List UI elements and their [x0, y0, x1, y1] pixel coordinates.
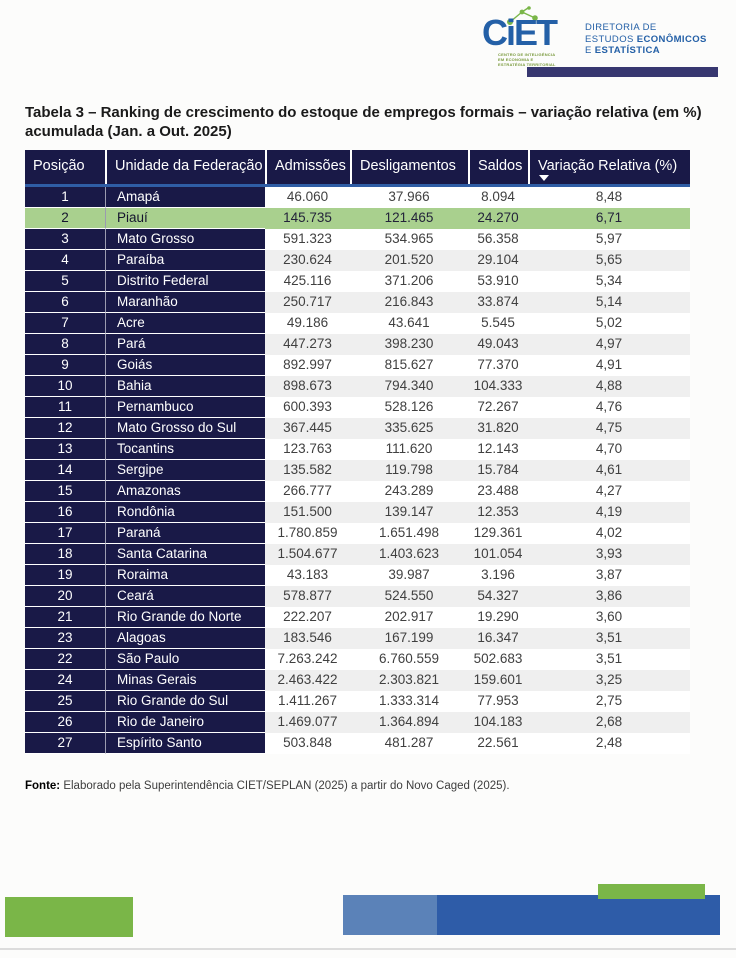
table-row	[25, 187, 690, 208]
cell-des: 1.403.623	[350, 544, 468, 565]
table-row	[25, 334, 690, 355]
cell-var: 4,02	[595, 525, 623, 540]
cell-sal: 56.358	[477, 231, 519, 246]
cell-uf: Mato Grosso do Sul	[105, 418, 265, 439]
cell-uf: Mato Grosso	[105, 229, 265, 250]
header-divider-bar	[527, 67, 718, 77]
column-header-variacao: Variação Relativa (%)	[528, 150, 690, 184]
table-row	[25, 691, 690, 712]
cell-var: 8,48	[595, 189, 623, 204]
cell-var: 4,76	[595, 399, 623, 414]
cell-uf: Alagoas	[105, 628, 265, 649]
source-label: Fonte:	[25, 780, 61, 792]
cell-des: 1.651.498	[378, 525, 440, 540]
table-body	[25, 187, 690, 754]
table-row	[25, 670, 690, 691]
table-header-row	[25, 150, 690, 184]
cell-var: 3,60	[595, 609, 623, 624]
cell-pos: 19	[25, 565, 105, 586]
cell-adm: 266.777	[283, 483, 332, 498]
cell-pos: 18	[25, 544, 105, 565]
cell-uf: Santa Catarina	[105, 544, 265, 565]
table-row	[25, 544, 690, 565]
cell-var: 5,02	[595, 315, 623, 330]
cell-pos: 17	[25, 523, 105, 544]
cell-uf: Rondônia	[105, 502, 265, 523]
cell-uf: Espírito Santo	[105, 733, 265, 754]
cell-uf: Rio Grande do Norte	[105, 607, 265, 628]
cell-var: 5,97	[595, 231, 623, 246]
table-row	[25, 523, 690, 544]
cell-adm: 425.116	[283, 273, 332, 288]
cell-var: 3,51	[528, 628, 690, 649]
cell-pos: 26	[25, 712, 105, 733]
cell-sal: 15.784	[468, 460, 528, 481]
cell-var: 6,71	[528, 208, 690, 229]
cell-des: 37.966	[388, 189, 430, 204]
cell-uf: Tocantins	[105, 439, 265, 460]
cell-des: 139.147	[350, 502, 468, 523]
source-text: Elaborado pela Superintendência CIET/SEPLAN (2025) a partir do Novo Caged (2025).	[60, 780, 510, 792]
table-row	[25, 712, 690, 733]
table-row	[25, 649, 690, 670]
cell-uf: Paraíba	[105, 250, 265, 271]
column-header-unidade: Unidade da Federação	[105, 150, 265, 184]
cell-uf: Amazonas	[105, 481, 265, 502]
cell-sal: 19.290	[477, 609, 519, 624]
sort-descending-icon	[539, 175, 549, 181]
cell-var: 5,34	[595, 273, 623, 288]
cell-pos: 22	[25, 649, 105, 670]
cell-sal: 12.143	[477, 441, 519, 456]
table-row	[25, 460, 690, 481]
table-row	[25, 250, 690, 271]
column-header-posicao: Posição	[33, 158, 85, 174]
cell-pos: 8	[25, 334, 105, 355]
ciet-logo	[458, 8, 588, 66]
table-row	[25, 418, 690, 439]
cell-adm: 43.183	[286, 567, 329, 582]
decor-light-blue-bar	[343, 895, 437, 935]
table-row	[25, 313, 690, 334]
cell-pos: 25	[25, 691, 105, 712]
cell-adm: 600.393	[283, 399, 332, 414]
cell-adm: 591.323	[283, 231, 332, 246]
cell-pos: 5	[25, 271, 105, 292]
cell-sal: 49.043	[468, 334, 528, 355]
decor-green-bar-right	[598, 884, 705, 899]
cell-var: 5,14	[528, 292, 690, 313]
cell-adm: 447.273	[265, 334, 350, 355]
cell-var: 4,91	[595, 357, 623, 372]
cell-uf: Pernambuco	[105, 397, 265, 418]
cell-pos: 2	[25, 208, 105, 229]
table-row	[25, 481, 690, 502]
cell-sal: 24.270	[468, 208, 528, 229]
cell-pos: 7	[25, 313, 105, 334]
cell-uf: Piauí	[105, 208, 265, 229]
cell-adm: 892.997	[283, 357, 332, 372]
table-row	[25, 565, 690, 586]
cell-var: 4,61	[528, 460, 690, 481]
cell-pos: 4	[25, 250, 105, 271]
table-title: Tabela 3 – Ranking de crescimento do estoque de empregos formais – variação relativa (em %) acumulada (Jan. a Out. 2025)	[25, 104, 702, 140]
cell-des: 6.760.559	[378, 651, 440, 666]
cell-des: 202.917	[384, 609, 434, 624]
cell-sal: 159.601	[468, 670, 528, 691]
cell-sal: 101.054	[468, 544, 528, 565]
source-note	[25, 780, 705, 792]
cell-uf: Roraima	[105, 565, 265, 586]
cell-var: 3,87	[595, 567, 623, 582]
table-row	[25, 376, 690, 397]
cell-uf: Rio de Janeiro	[105, 712, 265, 733]
cell-des: 481.287	[384, 735, 434, 750]
cell-sal: 23.488	[477, 483, 519, 498]
cell-uf: Distrito Federal	[105, 271, 265, 292]
cell-pos: 27	[25, 733, 105, 754]
logo-wordmark: CiET	[482, 12, 557, 53]
cell-sal: 53.910	[477, 273, 519, 288]
cell-adm: 183.546	[265, 628, 350, 649]
cell-des: 815.627	[384, 357, 434, 372]
cell-adm: 135.582	[265, 460, 350, 481]
cell-adm: 49.186	[286, 315, 329, 330]
cell-sal: 502.683	[473, 651, 523, 666]
cell-sal: 77.370	[477, 357, 519, 372]
cell-pos: 11	[25, 397, 105, 418]
cell-adm: 230.624	[265, 250, 350, 271]
cell-pos: 12	[25, 418, 105, 439]
cell-pos: 3	[25, 229, 105, 250]
cell-adm: 1.469.077	[265, 712, 350, 733]
cell-adm: 145.735	[265, 208, 350, 229]
cell-adm: 46.060	[286, 189, 329, 204]
header-underline	[25, 184, 690, 187]
cell-adm: 1.504.677	[265, 544, 350, 565]
cell-adm: 1.411.267	[277, 693, 338, 708]
cell-des: 121.465	[350, 208, 468, 229]
cell-uf: Ceará	[105, 586, 265, 607]
cell-adm: 503.848	[283, 735, 332, 750]
cell-pos: 14	[25, 460, 105, 481]
cell-sal: 16.347	[468, 628, 528, 649]
cell-sal: 8.094	[481, 189, 515, 204]
cell-var: 4,27	[595, 483, 623, 498]
cell-des: 398.230	[350, 334, 468, 355]
cell-des: 528.126	[384, 399, 434, 414]
cell-sal: 72.267	[477, 399, 519, 414]
cell-var: 4,19	[528, 502, 690, 523]
cell-des: 167.199	[350, 628, 468, 649]
cell-pos: 6	[25, 292, 105, 313]
cell-pos: 1	[25, 187, 105, 208]
column-header-saldos: Saldos	[468, 150, 528, 184]
cell-des: 216.843	[350, 292, 468, 313]
cell-pos: 13	[25, 439, 105, 460]
table-row	[25, 397, 690, 418]
cell-pos: 16	[25, 502, 105, 523]
table-row	[25, 586, 690, 607]
cell-des: 43.641	[388, 315, 430, 330]
cell-var: 3,25	[528, 670, 690, 691]
cell-des: 1.364.894	[350, 712, 468, 733]
column-header-desligamentos: Desligamentos	[350, 150, 468, 184]
table-row	[25, 439, 690, 460]
cell-var: 2,68	[528, 712, 690, 733]
cell-sal: 31.820	[468, 418, 528, 439]
cell-var: 4,88	[528, 376, 690, 397]
cell-des: 201.520	[350, 250, 468, 271]
cell-adm: 250.717	[265, 292, 350, 313]
cell-sal: 22.561	[477, 735, 519, 750]
column-header-admissoes: Admissões	[265, 150, 350, 184]
directorate-title: DIRETORIA DE ESTUDOS ECONÔMICOS E ESTATÍSTICA	[585, 22, 707, 56]
cell-sal: 104.333	[468, 376, 528, 397]
cell-sal: 29.104	[468, 250, 528, 271]
cell-uf: Paraná	[105, 523, 265, 544]
cell-var: 3,51	[595, 651, 623, 666]
page-bottom-edge	[0, 948, 736, 950]
cell-var: 4,75	[528, 418, 690, 439]
cell-adm: 222.207	[283, 609, 332, 624]
cell-des: 119.798	[350, 460, 468, 481]
cell-des: 1.333.314	[378, 693, 440, 708]
cell-var: 4,70	[595, 441, 623, 456]
cell-var: 3,93	[528, 544, 690, 565]
table-row	[25, 502, 690, 523]
table-row	[25, 355, 690, 376]
cell-sal: 54.327	[468, 586, 528, 607]
cell-uf: Pará	[105, 334, 265, 355]
cell-pos: 23	[25, 628, 105, 649]
table-row	[25, 271, 690, 292]
cell-des: 794.340	[350, 376, 468, 397]
cell-uf: Goiás	[105, 355, 265, 376]
cell-uf: Acre	[105, 313, 265, 334]
cell-var: 3,86	[528, 586, 690, 607]
cell-des: 243.289	[384, 483, 434, 498]
cell-des: 371.206	[384, 273, 434, 288]
cell-adm: 898.673	[265, 376, 350, 397]
cell-des: 111.620	[385, 441, 433, 456]
cell-adm: 367.445	[265, 418, 350, 439]
cell-adm: 151.500	[265, 502, 350, 523]
cell-des: 39.987	[388, 567, 430, 582]
cell-uf: São Paulo	[105, 649, 265, 670]
cell-pos: 10	[25, 376, 105, 397]
cell-sal: 5.545	[481, 315, 515, 330]
cell-pos: 24	[25, 670, 105, 691]
cell-uf: Bahia	[105, 376, 265, 397]
table-row	[25, 208, 690, 229]
cell-sal: 77.953	[477, 693, 519, 708]
table-row	[25, 628, 690, 649]
cell-des: 524.550	[350, 586, 468, 607]
cell-uf: Maranhão	[105, 292, 265, 313]
cell-var: 4,97	[528, 334, 690, 355]
table-row	[25, 292, 690, 313]
cell-adm: 578.877	[265, 586, 350, 607]
table-row	[25, 733, 690, 754]
cell-pos: 21	[25, 607, 105, 628]
cell-adm: 1.780.859	[277, 525, 338, 540]
cell-var: 5,65	[528, 250, 690, 271]
ranking-table	[25, 150, 690, 754]
cell-sal: 3.196	[481, 567, 515, 582]
cell-des: 2.303.821	[350, 670, 468, 691]
table-row	[25, 229, 690, 250]
logo-tagline: CENTRO DE INTELIGÊNCIA EM ECONOMIA E ESTRATÉGIA TERRITORIAL	[498, 52, 556, 67]
cell-pos: 9	[25, 355, 105, 376]
cell-adm: 2.463.422	[265, 670, 350, 691]
cell-uf: Rio Grande do Sul	[105, 691, 265, 712]
cell-des: 534.965	[384, 231, 434, 246]
cell-sal: 104.183	[468, 712, 528, 733]
cell-var: 2,75	[595, 693, 623, 708]
table-row	[25, 607, 690, 628]
cell-var: 2,48	[595, 735, 623, 750]
cell-adm: 7.263.242	[277, 651, 338, 666]
decor-dark-blue-bar	[437, 895, 720, 935]
cell-uf: Amapá	[105, 187, 265, 208]
decor-green-bar-left	[5, 897, 133, 937]
cell-pos: 15	[25, 481, 105, 502]
cell-uf: Sergipe	[105, 460, 265, 481]
cell-uf: Minas Gerais	[105, 670, 265, 691]
cell-sal: 12.353	[468, 502, 528, 523]
cell-sal: 129.361	[473, 525, 523, 540]
cell-des: 335.625	[350, 418, 468, 439]
cell-adm: 123.763	[283, 441, 332, 456]
cell-sal: 33.874	[468, 292, 528, 313]
cell-pos: 20	[25, 586, 105, 607]
